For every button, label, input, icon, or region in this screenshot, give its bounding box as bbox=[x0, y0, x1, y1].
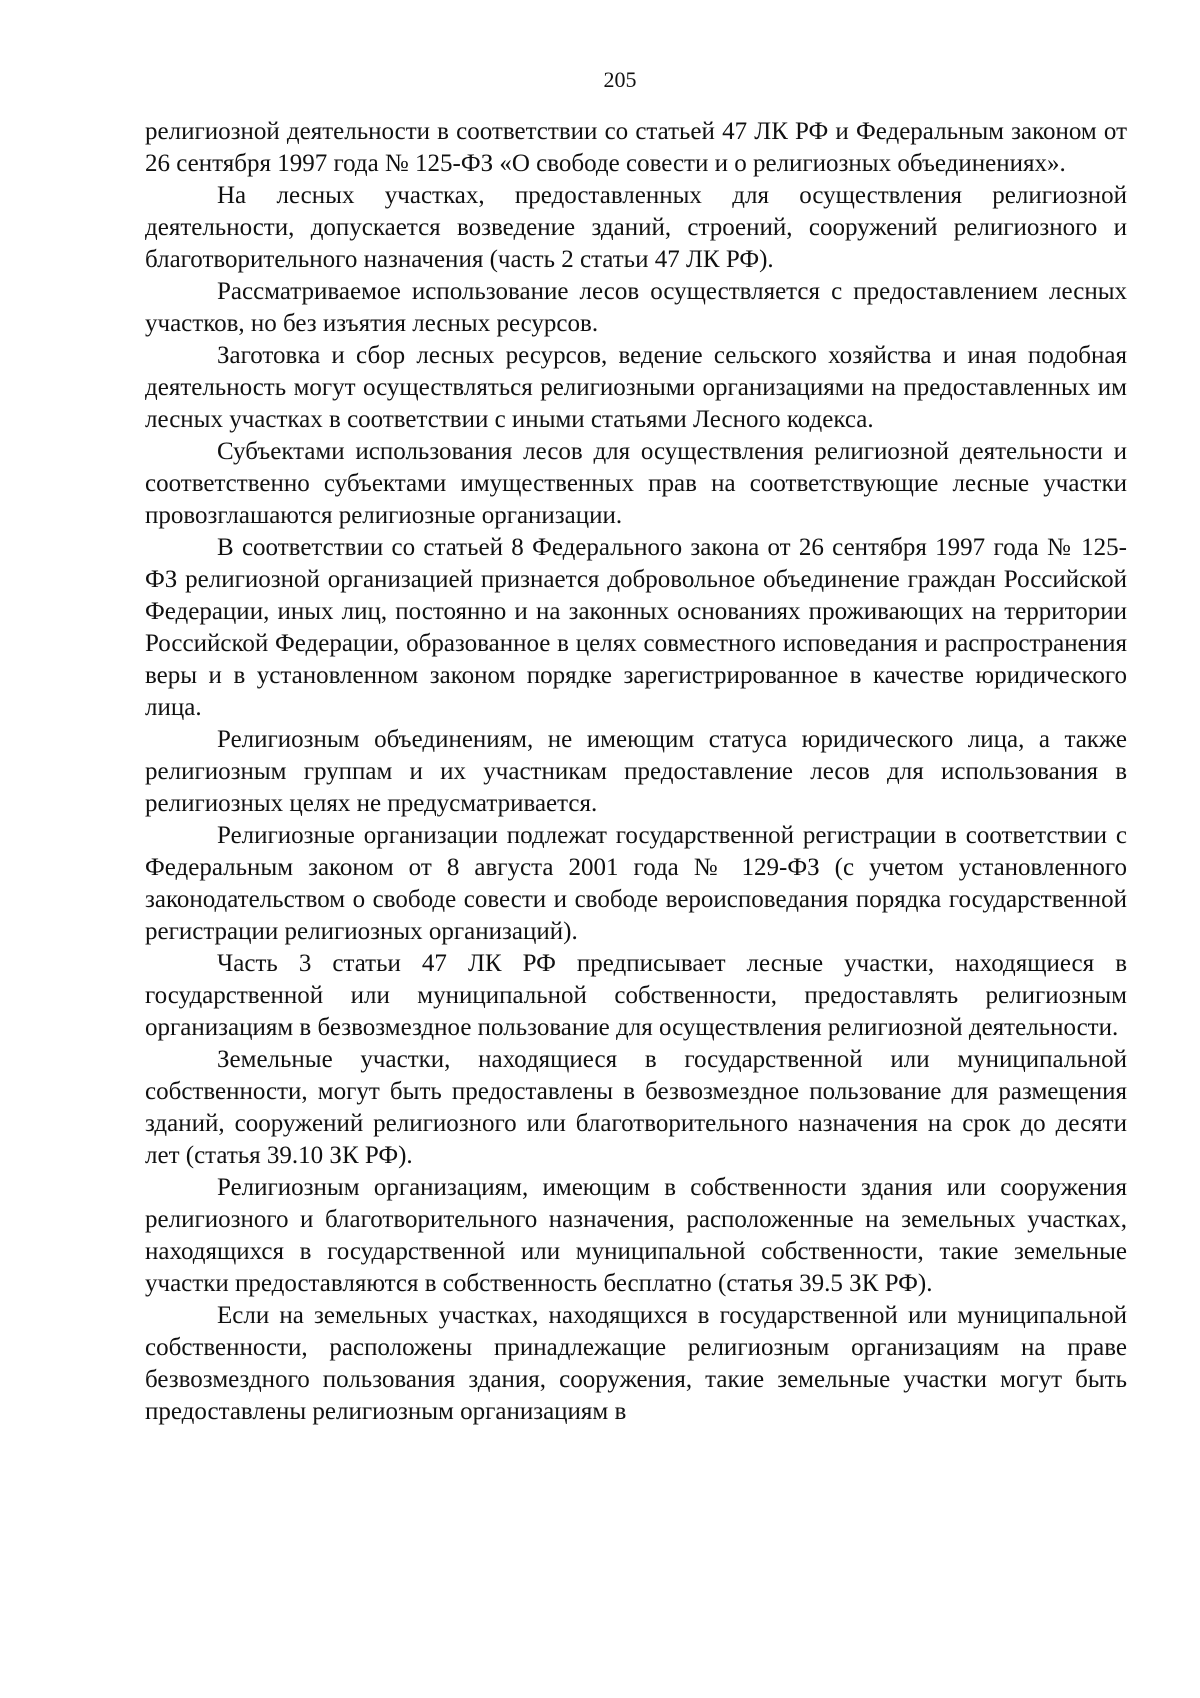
paragraph: Часть 3 статьи 47 ЛК РФ предписывает лесные участки, находящиеся в государственной или муниципальной собственности, предоставлять религиозным организациям в безвозмездное пользование для осуществления религиозной деятельности. bbox=[145, 950, 1127, 1041]
paragraph: Религиозным объединениям, не имеющим статуса юридического лица, а также религиозным группам и их участникам предоставление лесов для использования в религиозных целях не предусматривается. bbox=[145, 726, 1127, 817]
paragraph-continuation: религиозной деятельности в соответствии со статьей 47 ЛК РФ и Федеральным законом от 26 сентября 1997 года № 125-ФЗ «О свободе совести и о религиозных объединениях». bbox=[145, 118, 1127, 177]
paragraph-unfinished: Если на земельных участках, находящихся в государственной или муниципальной собственности, расположены принадлежащие религиозным организациям на праве безвозмездного пользования здания, сооружения, такие земельные участки могут быть предоставлены религиозным организациям в bbox=[145, 1302, 1127, 1425]
paragraph: Религиозные организации подлежат государственной регистрации в соответствии с Федеральным законом от 8 августа 2001 года № 129-ФЗ (с учетом установленного законодательством о свободе совести и свободе вероисповедания порядка государственной регистрации религиозных организаций). bbox=[145, 822, 1127, 945]
paragraph: Рассматриваемое использование лесов осуществляется с предоставлением лесных участков, но без изъятия лесных ресурсов. bbox=[145, 278, 1127, 337]
paragraph: На лесных участках, предоставленных для осуществления религиозной деятельности, допускается возведение зданий, строений, сооружений религиозного и благотворительного назначения (часть 2 статьи 47 ЛК РФ). bbox=[145, 182, 1127, 273]
body-text bbox=[145, 116, 1127, 1428]
paragraph: Субъектами использования лесов для осуществления религиозной деятельности и соответственно субъектами имущественных прав на соответствующие лесные участки провозглашаются религиозные организации. bbox=[145, 438, 1127, 529]
paragraph: Земельные участки, находящиеся в государственной или муниципальной собственности, могут быть предоставлены в безвозмездное пользование для размещения зданий, сооружений религиозного или благотворительного назначения на срок до десяти лет (статья 39.10 ЗК РФ). bbox=[145, 1046, 1127, 1169]
paragraph: Заготовка и сбор лесных ресурсов, ведение сельского хозяйства и иная подобная деятельность могут осуществляться религиозными организациями на предоставленных им лесных участках в соответствии с иными статьями Лесного кодекса. bbox=[145, 342, 1127, 433]
paragraph: В соответствии со статьей 8 Федерального закона от 26 сентября 1997 года № 125-ФЗ религиозной организацией признается добровольное объединение граждан Российской Федерации, иных лиц, постоянно и на законных основаниях проживающих на территории Российской Федерации, образованное в целях совместного исповедания и распространения веры и в установленном законом порядке зарегистрированное в качестве юридического лица. bbox=[145, 534, 1127, 721]
paragraph: Религиозным организациям, имеющим в собственности здания или сооружения религиозного и благотворительного назначения, расположенные на земельных участках, находящихся в государственной или муниципальной собственности, такие земельные участки предоставляются в собственность бесплатно (статья 39.5 ЗК РФ). bbox=[145, 1174, 1127, 1297]
page-number: 205 bbox=[603, 67, 637, 92]
